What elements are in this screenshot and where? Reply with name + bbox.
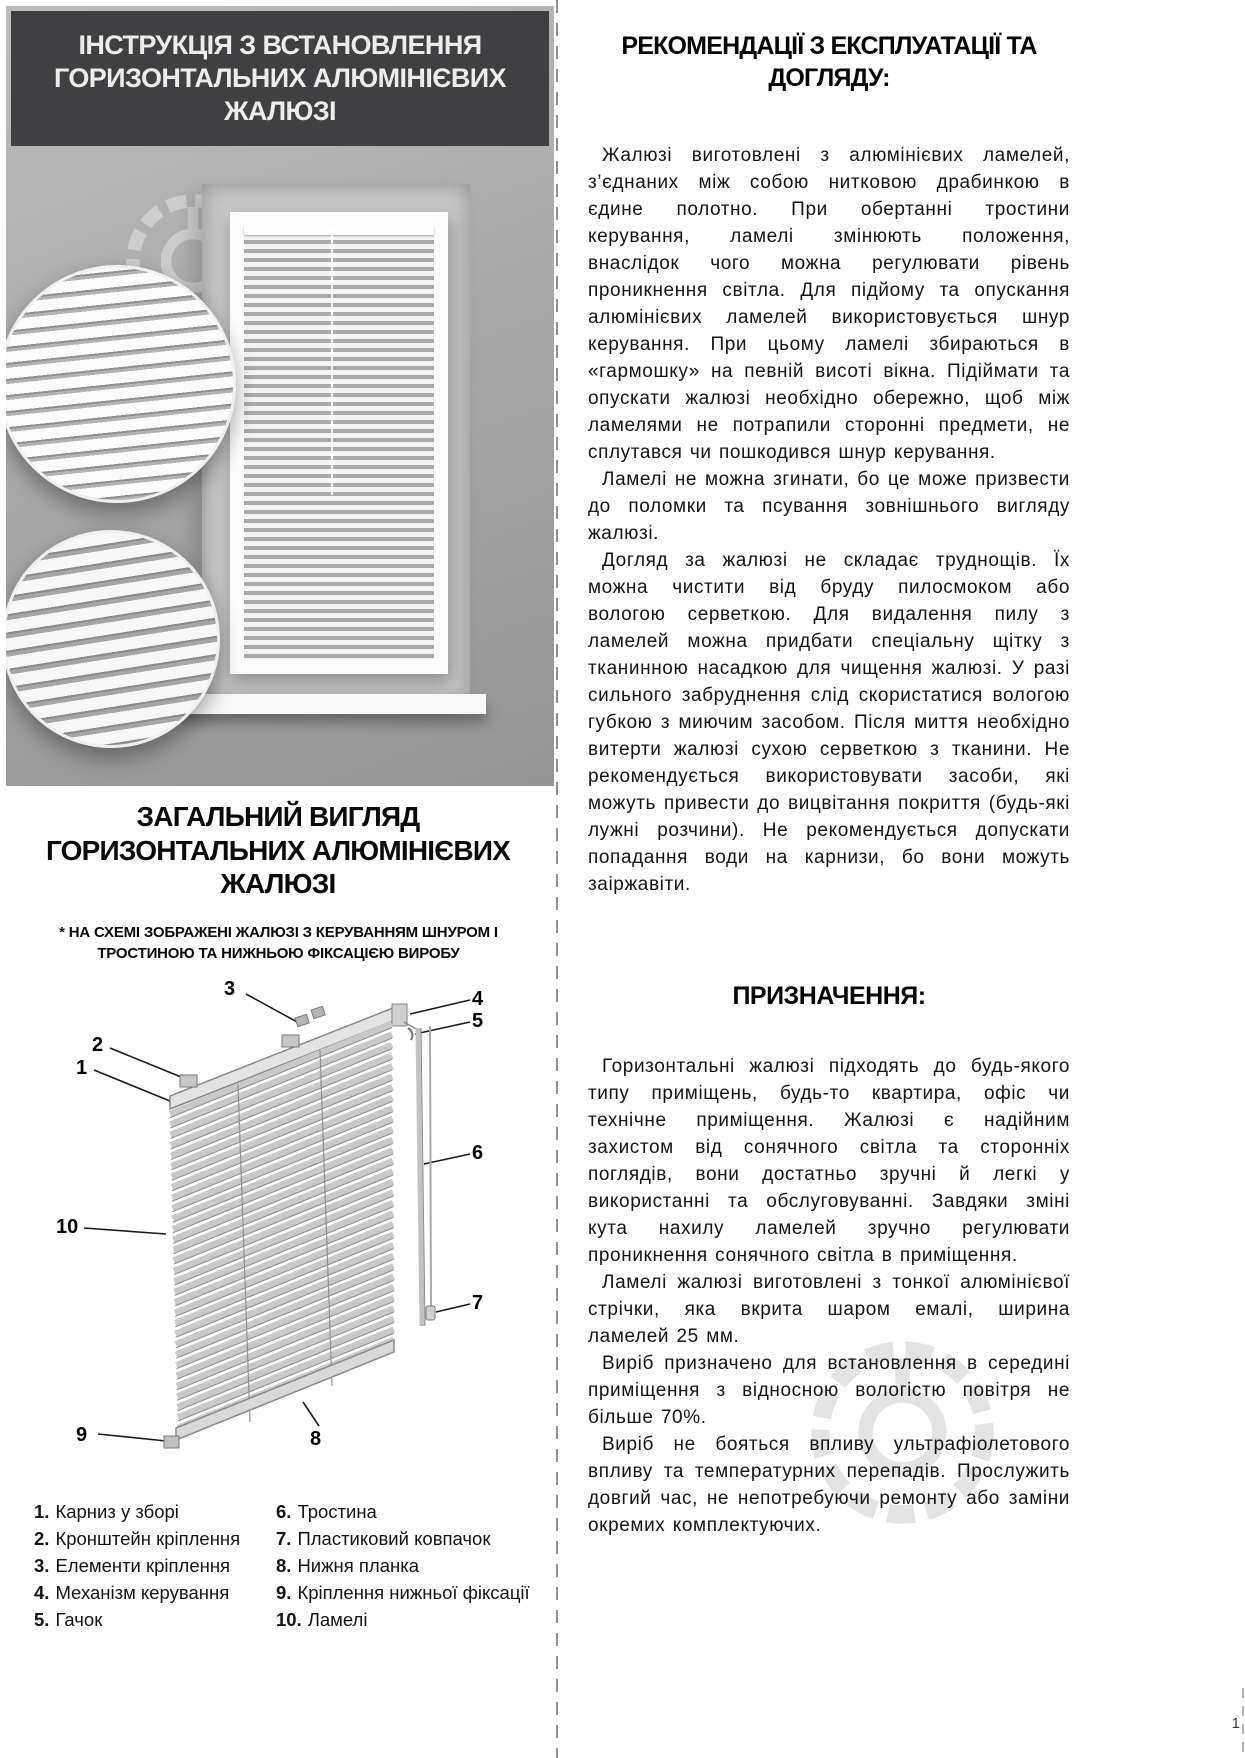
paragraph: Виріб призначено для встановлення в середині приміщення з відносною вологістю повітря не більше 70%. <box>588 1353 1070 1428</box>
install-title: ІНСТРУКЦІЯ З ВСТАНОВЛЕННЯ ГОРИЗОНТАЛЬНИХ АЛЮМІНІЄВИХ ЖАЛЮЗІ <box>54 30 506 126</box>
legend-item-label: Нижня планка <box>297 1555 419 1576</box>
legend-item <box>276 1579 548 1606</box>
legend-item-number: 6. <box>276 1501 292 1522</box>
legend-column-2 <box>276 1498 548 1633</box>
paragraph: Горизонтальні жалюзі підходять до будь-якого типу приміщень, будь-то квартира, офіс чи технічне приміщення. Жалюзі є надійним захистом від сонячного світла та сторонніх поглядів, вони достатньо зручні й легкі у використанні та обслуговуванні. Завдяки зміні кута нахилу ламелей зручно регулювати проникнення сонячного світла в приміщення. <box>588 1056 1070 1266</box>
legend-item-label: Кріплення нижньої фіксації <box>297 1582 530 1603</box>
care-title: РЕКОМЕНДАЦІЇ З ЕКСПЛУАТАЦІЇ ТА ДОГЛЯДУ: <box>621 32 1037 92</box>
legend-item-number: 7. <box>276 1528 292 1549</box>
legend-item-label: Карниз у зборі <box>55 1501 179 1522</box>
callout-3: 3 <box>224 978 236 1000</box>
overview-title: ЗАГАЛЬНИЙ ВИГЛЯД ГОРИЗОНТАЛЬНИХ АЛЮМІНІЄВИХ ЖАЛЮЗІ <box>45 801 511 900</box>
blinds-diagram <box>20 978 535 1488</box>
callout-7: 7 <box>472 1292 484 1314</box>
window-blinds <box>244 226 434 660</box>
legend-item-number: 8. <box>276 1555 292 1576</box>
legend-item-number: 4. <box>34 1582 50 1603</box>
callout-8: 8 <box>310 1428 322 1450</box>
legend-item-label: Тростина <box>297 1501 377 1522</box>
legend-item-number: 10. <box>276 1609 302 1630</box>
paragraph: Жалюзі виготовлені з алюмінієвих ламелей, з’єднаних між собою нитковою драбинкою в єдине полотно. При обертанні тростини керування, ламелі змінюють положення, внаслідок чого можна регулювати рівень проникнення світла. Для підйому та опускання алюмінієвих ламелей використовується шнур керування. При цьому ламелі збираються в «гармошку» на певній висоті вікна. Підіймати та опускати жалюзі необхідно обережно, щоб між ламелями не потрапили сторонні предмети, не сплутався чи пошкодився шнур керування. <box>588 145 1070 463</box>
legend-item-label: Ламелі <box>307 1609 368 1630</box>
page-number: 1 <box>1231 1715 1240 1732</box>
legend-item-label: Гачок <box>55 1609 103 1630</box>
legend-item-number: 2. <box>34 1528 50 1549</box>
legend-item-number: 9. <box>276 1582 292 1603</box>
detail-circle-bottom <box>6 530 220 748</box>
legend-item <box>34 1606 276 1633</box>
legend-item-number: 5. <box>34 1609 50 1630</box>
callout-4: 4 <box>472 988 484 1010</box>
callout-2: 2 <box>92 1034 104 1056</box>
recommendations-column <box>588 0 1070 1539</box>
installation-photo <box>6 6 554 786</box>
legend-column-1 <box>34 1498 276 1633</box>
callout-5: 5 <box>472 1010 484 1032</box>
paragraph: Ламелі не можна згинати, бо це може призвести до поломки та псування зовнішнього вигляду жалюзі. <box>588 469 1070 544</box>
callout-9: 9 <box>76 1424 88 1446</box>
legend-item-number: 1. <box>34 1501 50 1522</box>
legend-item-label: Пластиковий ковпачок <box>297 1528 491 1549</box>
legend-item <box>276 1552 548 1579</box>
paragraph: Ламелі жалюзі виготовлені з тонкої алюмінієвої стрічки, яка вкрита шаром емалі, ширина ламелей 25 мм. <box>588 1272 1070 1347</box>
paragraph: Виріб не бояться впливу ультрафіолетового впливу та температурних перепадів. Прослужить довгий час, не непотребуючи ремонту або заміни окремих комплектуючих. <box>588 1434 1070 1536</box>
legend-item <box>34 1552 276 1579</box>
legend-item <box>276 1498 548 1525</box>
window-frame <box>230 212 448 674</box>
overview-note: * НА СХЕМІ ЗОБРАЖЕНІ ЖАЛЮЗІ З КЕРУВАННЯМ ШНУРОМ І ТРОСТИНОЮ ТА НИЖНЬОЮ ФІКСАЦІЄЮ ВИРОБУ <box>59 924 498 962</box>
legend-item <box>276 1606 548 1633</box>
callout-1: 1 <box>76 1057 88 1079</box>
install-title-box <box>11 11 549 146</box>
detail-circle-top <box>6 265 236 503</box>
legend-item <box>34 1525 276 1552</box>
legend-item-number: 3. <box>34 1555 50 1576</box>
column-divider <box>556 0 558 1758</box>
page-edge-mark <box>1242 1688 1244 1758</box>
legend-item <box>34 1498 276 1525</box>
legend-item-label: Механізм керування <box>55 1582 230 1603</box>
blinds-headrail <box>244 226 434 235</box>
purpose-paragraphs <box>588 1053 1070 1539</box>
callout-6: 6 <box>472 1142 484 1164</box>
care-paragraphs <box>588 142 1070 898</box>
legend-item-label: Елементи кріплення <box>55 1555 231 1576</box>
paragraph: Догляд за жалюзі не складає труднощів. Їх можна чистити від бруду пилосмоком або вологою серветкою. Для видалення пилу з ламелей можна придбати спеціальну щітку з тканинною насадкою для чищення жалюзі. У разі сильного забруднення слід скористатися вологою губкою з миючим засобом. Після миття необхідно витерти жалюзі сухою серветкою з тканини. Не рекомендується використовувати засоби, які можуть привести до вицвітання покриття (будь-які лужні розчини). Не рекомендується допускати попадання води на карнизи, бо вони можуть заіржавіти. <box>588 550 1070 895</box>
legend-item <box>276 1525 548 1552</box>
legend-item-label: Кронштейн кріплення <box>55 1528 241 1549</box>
window-sill <box>178 694 486 714</box>
purpose-title: ПРИЗНАЧЕННЯ: <box>732 982 926 1010</box>
legend-item <box>34 1579 276 1606</box>
callout-10: 10 <box>56 1216 79 1238</box>
parts-legend <box>34 1498 548 1633</box>
